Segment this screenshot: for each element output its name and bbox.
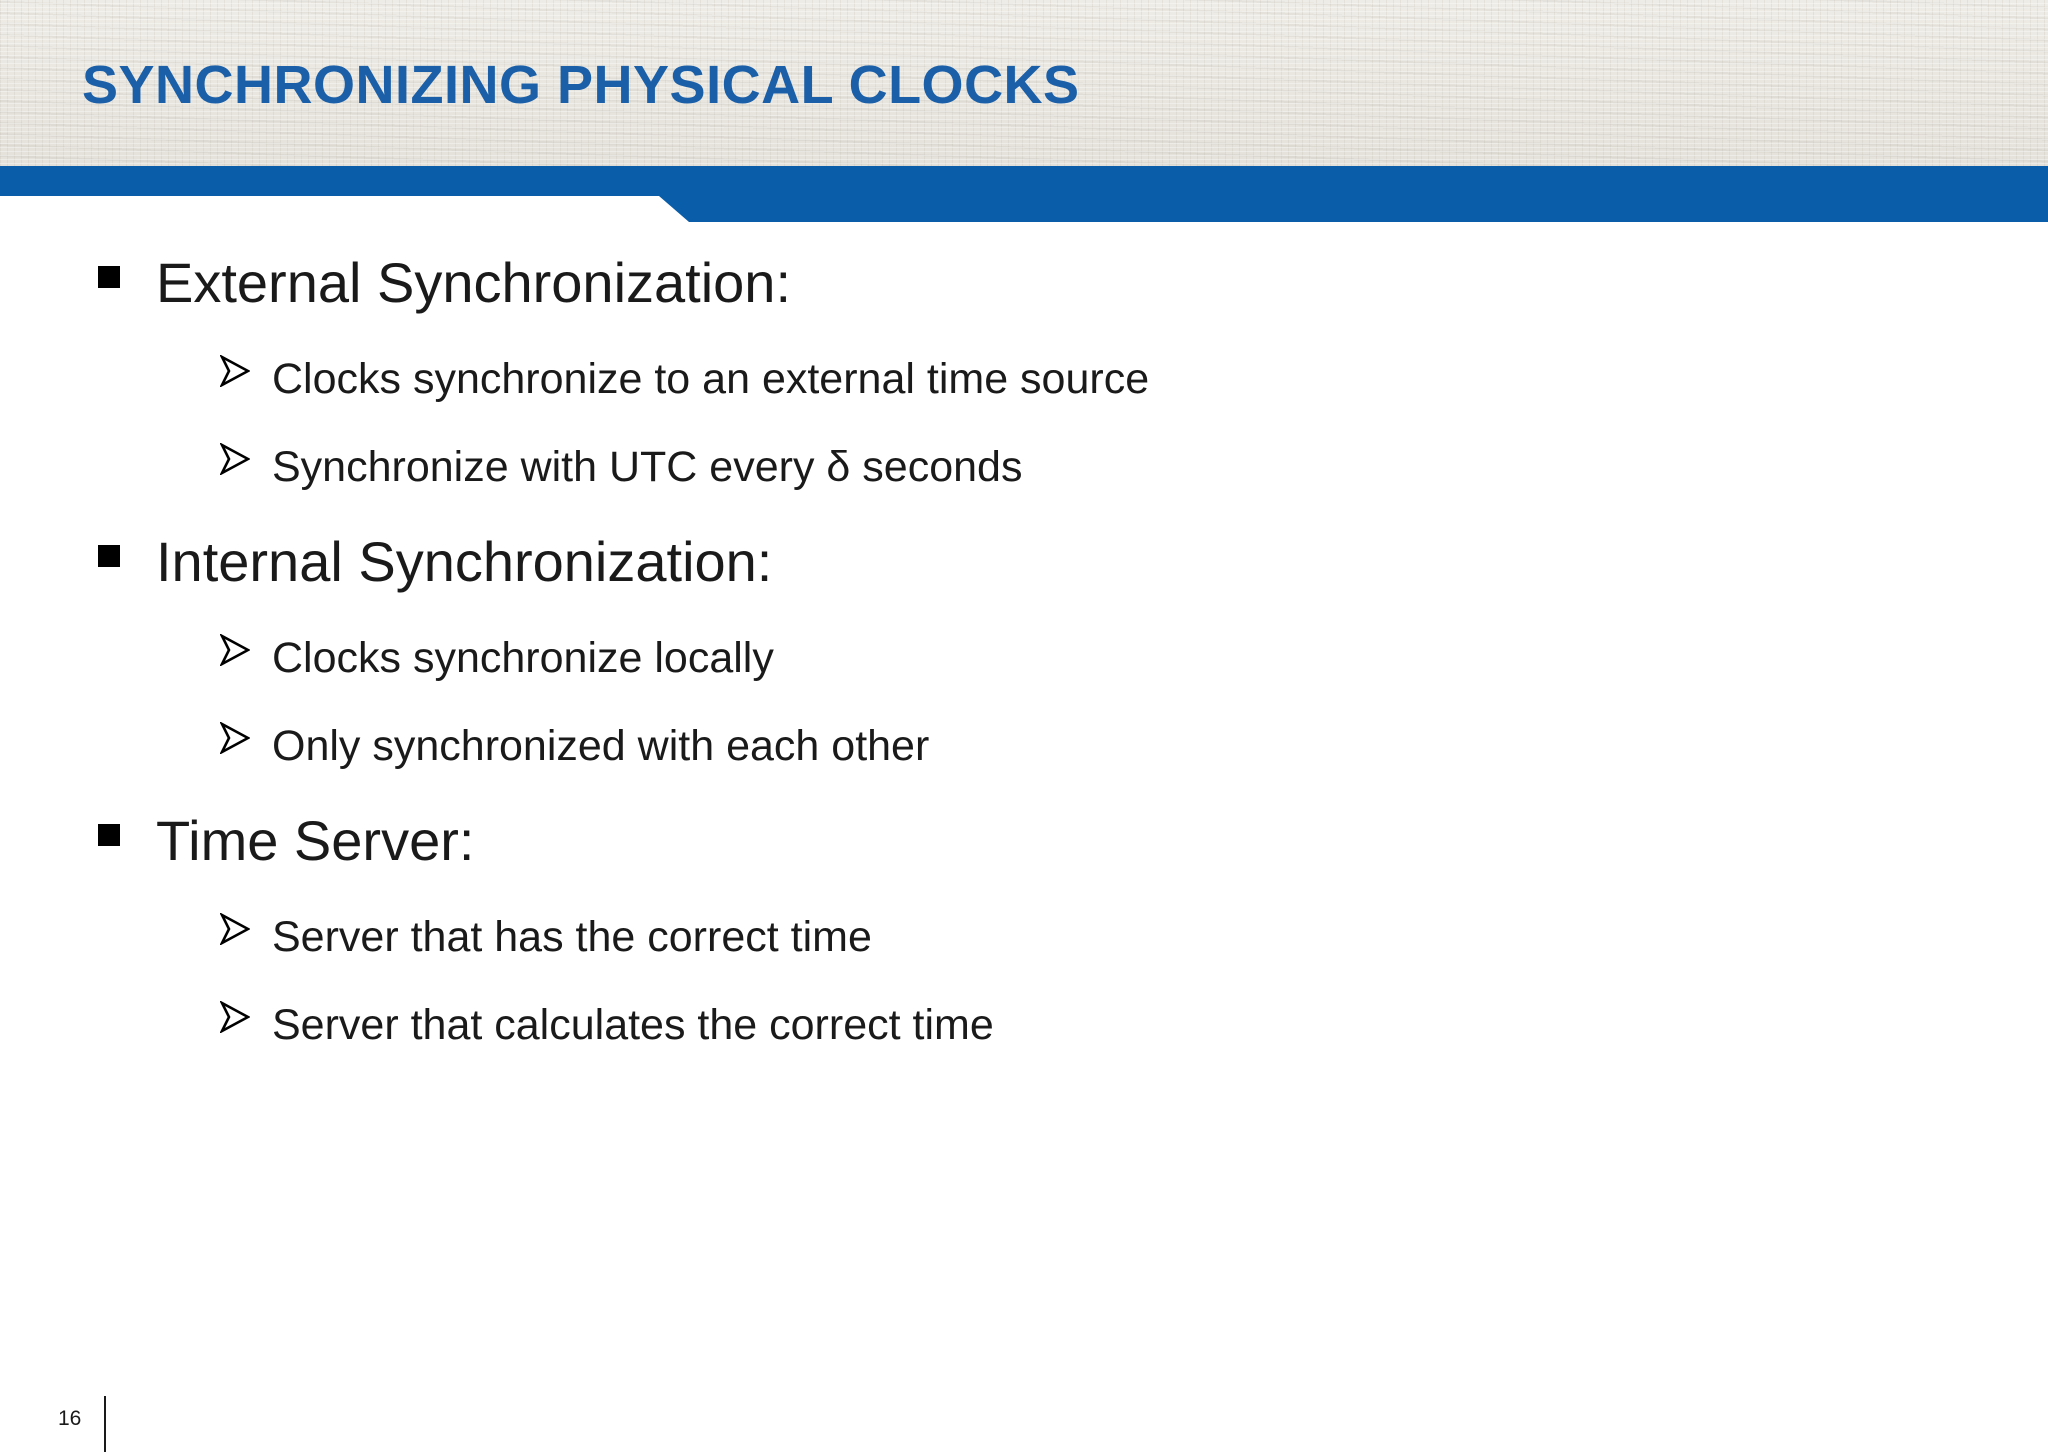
section-time-server <box>98 806 474 876</box>
footer-divider <box>104 1396 106 1452</box>
arrow-bullet-icon <box>220 722 250 754</box>
square-bullet-icon <box>98 824 120 846</box>
square-bullet-icon <box>98 266 120 288</box>
list-item <box>220 909 872 965</box>
list-item <box>220 351 1149 407</box>
list-item-text: Only synchronized with each other <box>272 722 930 770</box>
arrow-bullet-icon <box>220 913 250 945</box>
list-item-text: Clocks synchronize locally <box>272 634 774 682</box>
section-external <box>98 248 791 318</box>
list-item <box>220 439 1022 495</box>
square-bullet-icon <box>98 545 120 567</box>
list-item <box>220 630 774 686</box>
arrow-bullet-icon <box>220 1001 250 1033</box>
section-heading: Time Server: <box>156 809 475 872</box>
list-item-text: Server that has the correct time <box>272 913 872 961</box>
section-heading: External Synchronization: <box>156 251 792 314</box>
arrow-bullet-icon <box>220 443 250 475</box>
list-item-text: Clocks synchronize to an external time source <box>272 355 1150 403</box>
list-item <box>220 997 994 1053</box>
section-heading: Internal Synchronization: <box>156 530 773 593</box>
slide-title: SYNCHRONIZING PHYSICAL CLOCKS <box>82 55 1080 115</box>
list-item-text: Synchronize with UTC every δ seconds <box>272 443 1023 491</box>
page-number: 16 <box>58 1407 82 1430</box>
list-item <box>220 718 929 774</box>
arrow-bullet-icon <box>220 634 250 666</box>
list-item-text: Server that calculates the correct time <box>272 1001 994 1049</box>
arrow-bullet-icon <box>220 355 250 387</box>
section-internal <box>98 527 772 597</box>
